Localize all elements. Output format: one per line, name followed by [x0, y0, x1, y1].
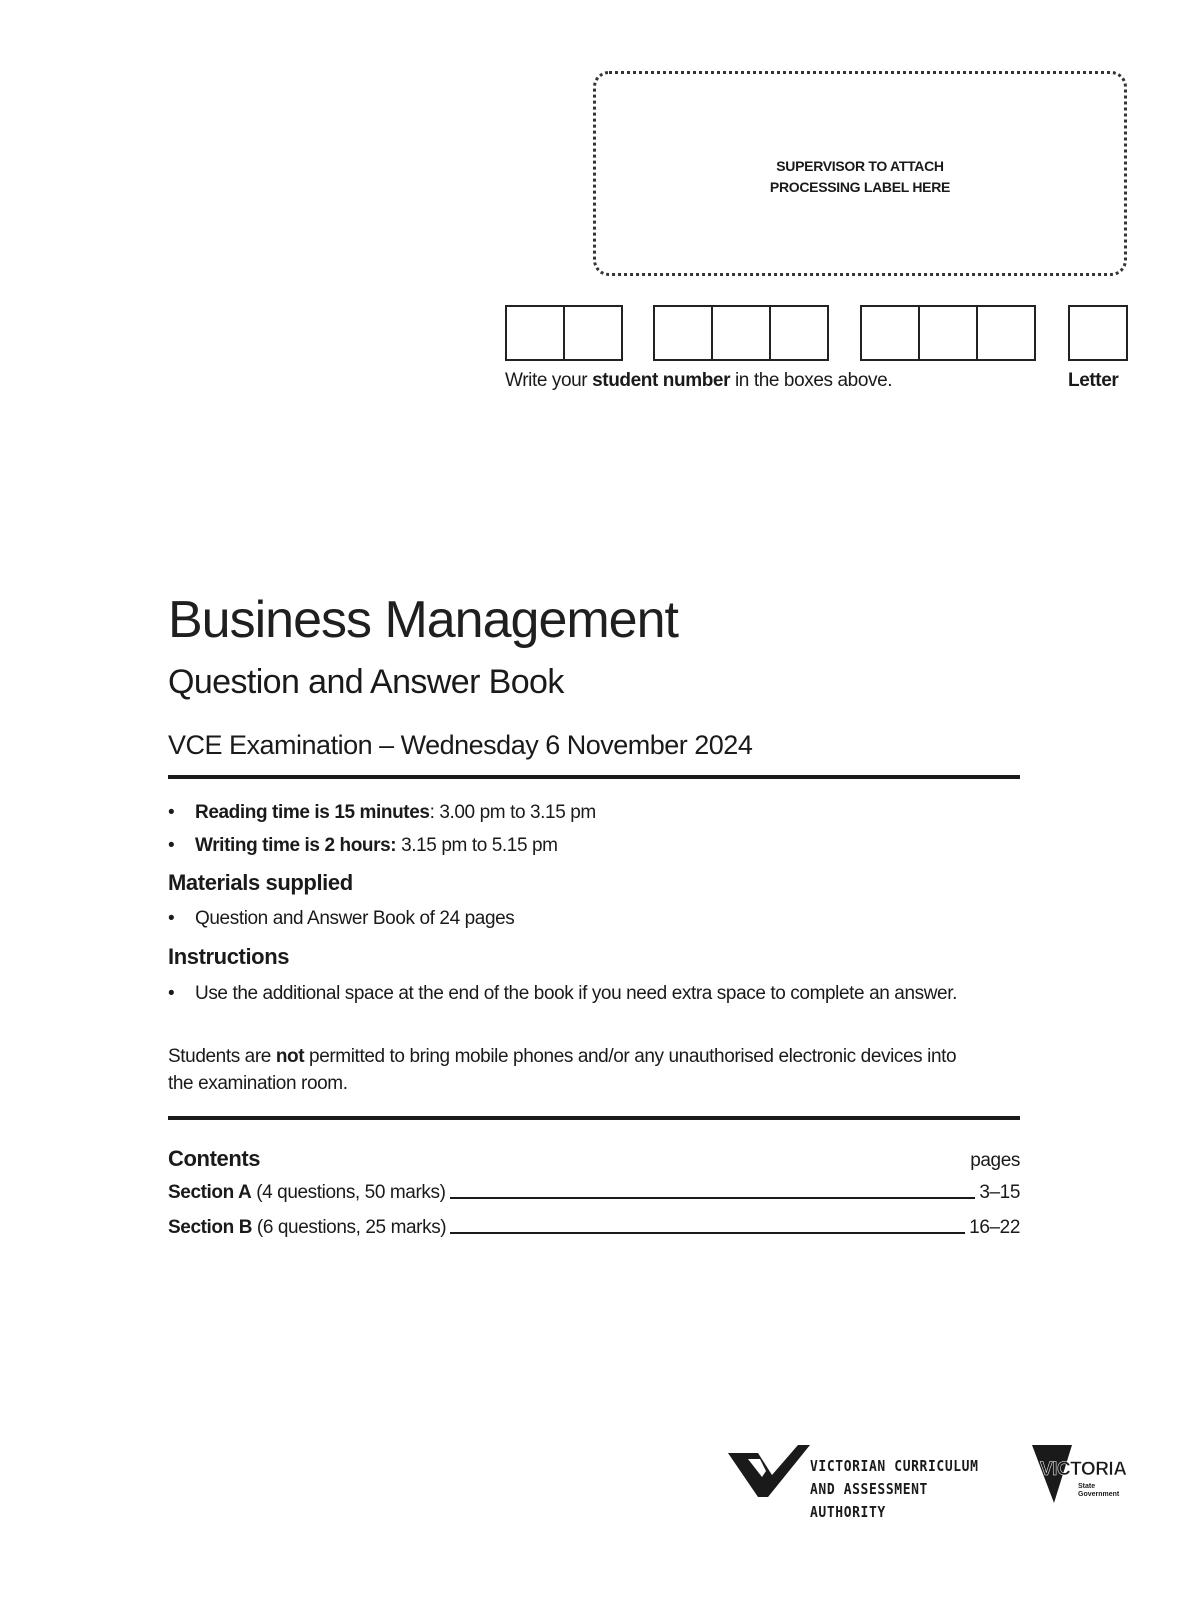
- time-label: Writing time is: [195, 835, 325, 856]
- dot-leader: [450, 1232, 965, 1234]
- student-number-box[interactable]: [711, 305, 771, 361]
- label-line-2: PROCESSING LABEL HERE: [769, 179, 951, 195]
- instruction-bold: student number: [592, 370, 731, 391]
- devices-note: [168, 1043, 978, 1097]
- student-number-group-1: [505, 305, 623, 361]
- letter-group: [1068, 305, 1128, 361]
- instructions-item: [168, 980, 978, 1007]
- bullet-icon: •: [168, 908, 175, 929]
- student-number-box[interactable]: [769, 305, 829, 361]
- bullet-icon: •: [168, 802, 175, 823]
- student-number-box[interactable]: [860, 305, 920, 361]
- instruction-text: in the boxes above.: [730, 370, 893, 391]
- note-text: Students are: [168, 1046, 276, 1067]
- student-number-box[interactable]: [505, 305, 565, 361]
- letter-box[interactable]: [1068, 305, 1128, 361]
- time-label: Reading time is: [195, 802, 335, 823]
- victoria-wordmark: VICTORIA: [1040, 1459, 1127, 1480]
- contents-row-section-a: [168, 1182, 1020, 1204]
- contents-header: [168, 1146, 1020, 1172]
- letter-label: Letter: [1068, 370, 1119, 391]
- vcaa-mark-icon: [728, 1445, 810, 1497]
- student-number-box[interactable]: [563, 305, 623, 361]
- writing-time: [168, 832, 968, 859]
- vcaa-line-2: AND ASSESSMENT AUTHORITY: [810, 1481, 928, 1522]
- section-pages: 16–22: [969, 1217, 1020, 1238]
- reading-time: [168, 799, 968, 826]
- contents-row-section-b: [168, 1217, 1020, 1239]
- bullet-icon: •: [168, 835, 175, 856]
- time-duration: 15 minutes: [334, 802, 430, 823]
- note-bold: not: [275, 1046, 305, 1067]
- time-range: : 3.00 pm to 3.15 pm: [429, 802, 596, 823]
- section-name: Section A: [168, 1182, 252, 1203]
- section-detail: (6 questions, 25 marks): [252, 1217, 447, 1238]
- label-line-1: SUPERVISOR TO ATTACH: [776, 158, 944, 174]
- time-duration: 2 hours:: [324, 835, 397, 856]
- dot-leader: [450, 1197, 976, 1199]
- student-number-instruction: [505, 370, 892, 392]
- materials-item: [168, 905, 968, 932]
- instruction-text: Write your: [505, 370, 593, 391]
- section-name: Section B: [168, 1217, 253, 1238]
- victoria-sub-1: State: [1078, 1483, 1096, 1490]
- section-pages: 3–15: [979, 1182, 1020, 1203]
- time-range: 3.15 pm to 5.15 pm: [396, 835, 558, 856]
- materials-item-text: Question and Answer Book of 24 pages: [195, 908, 515, 929]
- vcaa-line-1: VICTORIAN CURRICULUM: [810, 1458, 979, 1476]
- victoria-government-logo: [1032, 1445, 1132, 1505]
- page-subtitle: Question and Answer Book: [168, 663, 564, 701]
- divider: [168, 1116, 1020, 1120]
- student-number-group-3: [860, 305, 1036, 361]
- contents-heading: Contents: [168, 1146, 261, 1171]
- bullet-icon: •: [168, 983, 175, 1004]
- materials-heading: Materials supplied: [168, 870, 353, 895]
- instructions-item-text: Use the additional space at the end of the book if you need extra space to complete an answer.: [195, 983, 957, 1004]
- victoria-sub-2: Government: [1078, 1491, 1120, 1498]
- pages-label: pages: [970, 1150, 1020, 1171]
- exam-date-line: VCE Examination – Wednesday 6 November 2024: [168, 730, 753, 760]
- section-detail: (4 questions, 50 marks): [251, 1182, 446, 1203]
- vcaa-logo: [728, 1445, 1008, 1522]
- student-number-group-2: [653, 305, 829, 361]
- processing-label-text: [593, 156, 1127, 198]
- student-number-box[interactable]: [976, 305, 1036, 361]
- instructions-heading: Instructions: [168, 944, 290, 969]
- student-number-box[interactable]: [918, 305, 978, 361]
- divider: [168, 775, 1020, 779]
- student-number-box[interactable]: [653, 305, 713, 361]
- page-title: Business Management: [168, 591, 678, 649]
- note-text: permitted to bring mobile phones and/or any unauthorised electronic devices into the examination room.: [168, 1046, 957, 1094]
